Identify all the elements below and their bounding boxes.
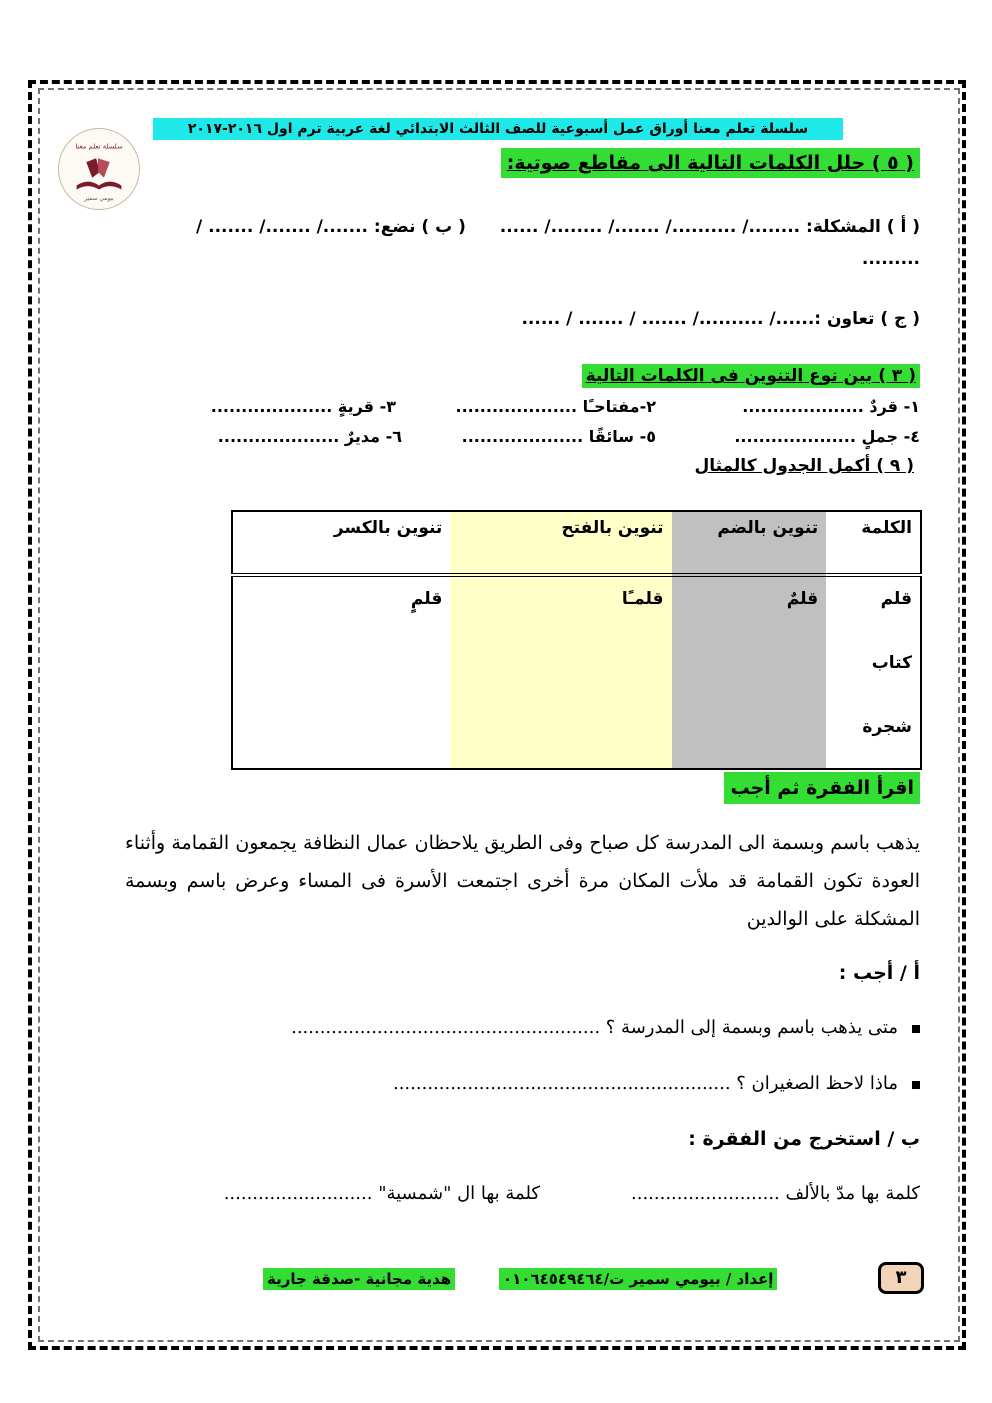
table-row (232, 639, 921, 703)
tanween-item-6: ٦- مديرٌ .................... (217, 427, 402, 446)
question-5-title: ( ٥ ) حلل الكلمات التالية الى مقاطع صوتية: (501, 148, 920, 178)
table-header-fatha: تنوين بالفتح (450, 511, 671, 575)
logo-text: سلسلة تعلم معنا (75, 142, 123, 151)
tanween-item-2: ٢-مفتاحـًا .................... (455, 397, 656, 416)
question-9-title: ( ٩ ) أكمل الجدول كالمثال (694, 456, 914, 476)
bullet-icon (912, 1025, 920, 1033)
question-text: ماذا لاحظ الصغيران ؟ ........................................................... (392, 1073, 898, 1094)
question-list-item (291, 1014, 920, 1042)
table-row (232, 575, 921, 639)
question-5-part-a: ( أ ) المشكلة: ......../ ........../ ......./ ......../ ...... (499, 217, 920, 237)
table-cell-word: كتاب (871, 653, 912, 674)
table-header-word: الكلمة (826, 511, 921, 575)
reading-title: اقرأ الفقرة ثم أجب (724, 772, 920, 804)
tanween-item-3: ٣- قريةٍ .................... (210, 397, 396, 416)
table-cell-damma[interactable] (672, 639, 827, 703)
series-title: سلسلة تعلم معنا أوراق عمل أسبوعية للصف الثالث الابتدائي لغة عربية ترم اول ٢٠١٦-٢٠١٧ (153, 118, 843, 140)
bullet-icon (912, 1081, 920, 1089)
reading-paragraph: يذهب باسم وبسمة الى المدرسة كل صباح وفى الطريق يلاحظان عمال النظافة يجمعون القمامة وأثناء العودة تكون القمامة قد ملأت المكان مرة أخرى اجتمعت الأسرة فى المساء وعرض باسم وبسمة المشكلة على الوالدين (125, 832, 920, 930)
tanween-item-4: ٤- جملٍ .................... (734, 427, 920, 446)
question-5-part-c: ( ج ) تعاون :....../ ........../ ....... / ....... / ...... (521, 309, 920, 329)
question-list-item (393, 1070, 920, 1098)
table-cell-kasra: قلمٍ (410, 589, 443, 609)
table-header-kasra: تنوين بالكسر (232, 511, 450, 575)
question-5-part-a-continued: ......... (861, 249, 920, 269)
extract-item-alef: كلمة بها مدّ بالألف .......................... (631, 1183, 920, 1204)
tanween-item-5: ٥- سائقًا .................... (461, 427, 656, 446)
table-header-damma: تنوين بالضم (672, 511, 827, 575)
table-cell-word: شجرة (862, 717, 912, 738)
series-logo (58, 128, 140, 210)
question-3-title: ( ٣ ) بين نوع التنوين فى الكلمات التالية (582, 364, 920, 388)
answer-section-title: أ / أجب : (838, 962, 920, 984)
extract-item-shamsia: كلمة بها ال "شمسية" .......................... (223, 1183, 540, 1204)
question-text: متى يذهب باسم وبسمة إلى المدرسة ؟ ...................................................... (291, 1017, 898, 1038)
table-cell-word: قلم (880, 589, 912, 609)
table-row (232, 703, 921, 769)
table-cell-fatha[interactable] (450, 703, 671, 769)
extract-section-title: ب / استخرج من الفقرة : (688, 1128, 920, 1150)
table-cell-fatha[interactable] (450, 639, 671, 703)
footer-prepared-by: إعداد / بيومي سمير ت/٠١٠٦٤٥٤٩٤٦٤ (499, 1268, 777, 1290)
page-number-badge: ٣ (878, 1262, 924, 1294)
table-header-row (232, 511, 921, 575)
tanween-table (231, 510, 922, 770)
table-cell-damma: قلمٌ (672, 575, 827, 639)
table-cell-damma[interactable] (672, 703, 827, 769)
question-5-part-b: ( ب ) نضع: ......./ ......./ ....... / (196, 217, 466, 237)
logo-subtext: بيومي سمير (84, 196, 114, 203)
table-cell-fatha: قلمـًا (450, 575, 671, 639)
tanween-item-1: ١- قردٌ .................... (742, 397, 920, 416)
table-cell-kasra[interactable] (232, 703, 450, 769)
footer-gift: هدية مجانية -صدقة جارية (263, 1268, 455, 1290)
table-cell-kasra[interactable] (232, 639, 450, 703)
